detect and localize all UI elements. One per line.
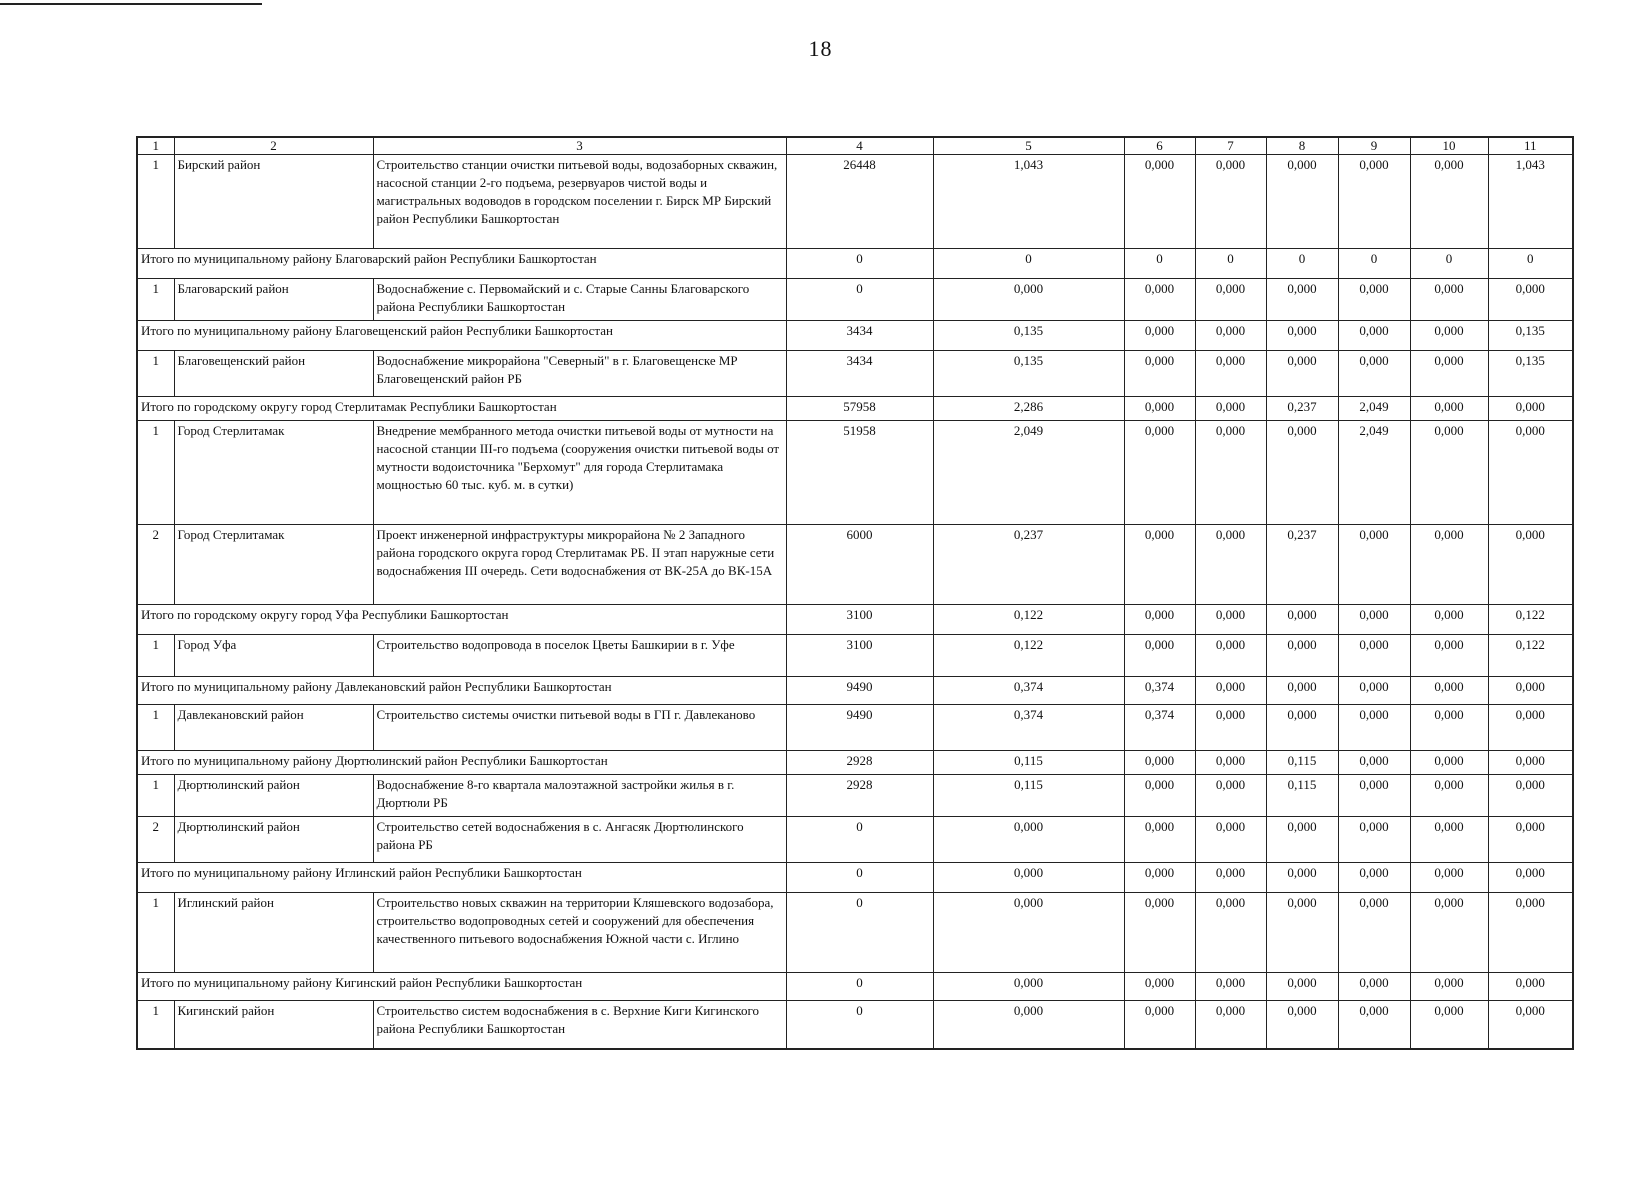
top-rule: [0, 3, 262, 5]
column-number: 10: [1410, 137, 1488, 155]
district-name: Кигинский район: [174, 1001, 373, 1049]
value-cell: 0,000: [1338, 775, 1410, 817]
value-cell: 0,000: [1410, 705, 1488, 751]
project-description: Водоснабжение с. Первомайский и с. Старые Санны Благоварского района Республики Башкортостан: [373, 279, 786, 321]
value-cell: 0: [786, 863, 933, 893]
value-cell: 0,000: [1124, 893, 1195, 973]
value-cell: 0,000: [1488, 863, 1573, 893]
value-cell: 0,000: [1195, 155, 1266, 249]
value-cell: 0,000: [933, 1001, 1124, 1049]
subtotal-label: Итого по городскому округу город Стерлитамак Республики Башкортостан: [137, 397, 786, 421]
value-cell: 0,000: [1488, 817, 1573, 863]
value-cell: 0,000: [1195, 677, 1266, 705]
value-cell: 0,000: [1195, 351, 1266, 397]
value-cell: 0,000: [1410, 863, 1488, 893]
row-number: 1: [137, 279, 174, 321]
value-cell: 0,000: [1410, 677, 1488, 705]
value-cell: 0: [1266, 249, 1338, 279]
value-cell: 0,000: [1410, 751, 1488, 775]
value-cell: 0,000: [1266, 279, 1338, 321]
value-cell: 0,000: [933, 817, 1124, 863]
value-cell: 0,374: [1124, 705, 1195, 751]
subtotal-label: Итого по муниципальному району Давлекановский район Республики Башкортостан: [137, 677, 786, 705]
subtotal-row: [137, 863, 1573, 893]
program-table: [136, 136, 1574, 1050]
district-name: Иглинский район: [174, 893, 373, 973]
value-cell: 6000: [786, 525, 933, 605]
value-cell: 0: [786, 249, 933, 279]
column-number: 7: [1195, 137, 1266, 155]
value-cell: 0,000: [1266, 705, 1338, 751]
table-row: [137, 1001, 1573, 1049]
row-number: 1: [137, 155, 174, 249]
value-cell: 0,000: [933, 893, 1124, 973]
value-cell: 0,000: [1338, 893, 1410, 973]
row-number: 1: [137, 775, 174, 817]
district-name: Город Уфа: [174, 635, 373, 677]
value-cell: 0,000: [1488, 397, 1573, 421]
value-cell: 0,000: [1410, 1001, 1488, 1049]
value-cell: 0,000: [1124, 155, 1195, 249]
value-cell: 0,000: [1338, 863, 1410, 893]
table-body: [137, 137, 1573, 1049]
value-cell: 0,000: [1410, 775, 1488, 817]
value-cell: 1,043: [1488, 155, 1573, 249]
value-cell: 0: [786, 279, 933, 321]
value-cell: 0,135: [1488, 321, 1573, 351]
value-cell: 2,286: [933, 397, 1124, 421]
subtotal-row: [137, 249, 1573, 279]
project-description: Строительство новых скважин на территории Кляшевского водозабора, строительство водопроводных сетей и сооружений для обеспечения качественного питьевого водоснабжения Южной части с. Иглино: [373, 893, 786, 973]
value-cell: 0,000: [933, 279, 1124, 321]
value-cell: 0,000: [1266, 863, 1338, 893]
value-cell: 0,000: [1124, 279, 1195, 321]
value-cell: 0,115: [933, 775, 1124, 817]
value-cell: 0,000: [1488, 677, 1573, 705]
value-cell: 3100: [786, 605, 933, 635]
value-cell: 0,000: [933, 973, 1124, 1001]
subtotal-label: Итого по городскому округу город Уфа Республики Башкортостан: [137, 605, 786, 635]
value-cell: 0,374: [1124, 677, 1195, 705]
value-cell: 0,000: [1410, 279, 1488, 321]
row-number: 1: [137, 421, 174, 525]
value-cell: 0,000: [1124, 525, 1195, 605]
value-cell: 0,000: [1124, 351, 1195, 397]
value-cell: 0,000: [1488, 279, 1573, 321]
value-cell: 0,000: [1195, 397, 1266, 421]
project-description: Строительство систем водоснабжения в с. Верхние Киги Кигинского района Республики Башкортостан: [373, 1001, 786, 1049]
value-cell: 0,237: [933, 525, 1124, 605]
value-cell: 2,049: [1338, 421, 1410, 525]
value-cell: 0,000: [1195, 751, 1266, 775]
value-cell: 0,000: [1338, 817, 1410, 863]
value-cell: 0,000: [1338, 973, 1410, 1001]
value-cell: 0,000: [1195, 635, 1266, 677]
column-number: 6: [1124, 137, 1195, 155]
table-row: [137, 351, 1573, 397]
row-number: 2: [137, 817, 174, 863]
value-cell: 0,000: [1488, 1001, 1573, 1049]
value-cell: 9490: [786, 705, 933, 751]
value-cell: 0,000: [1124, 397, 1195, 421]
value-cell: 0,237: [1266, 397, 1338, 421]
value-cell: 3434: [786, 351, 933, 397]
value-cell: 0,000: [1338, 351, 1410, 397]
column-number: 4: [786, 137, 933, 155]
value-cell: 0: [1124, 249, 1195, 279]
value-cell: 0: [1338, 249, 1410, 279]
project-description: Внедрение мембранного метода очистки питьевой воды от мутности на насосной станции III-го подъема (сооружения очистки питьевой воды от мутности водоисточника "Берхомут" для города Стерлитамака мощностью 60 тыс. куб. м. в сутки): [373, 421, 786, 525]
value-cell: 0,000: [1338, 635, 1410, 677]
row-number: 1: [137, 1001, 174, 1049]
project-description: Строительство системы очистки питьевой воды в ГП г. Давлеканово: [373, 705, 786, 751]
value-cell: 26448: [786, 155, 933, 249]
value-cell: 0,000: [1195, 973, 1266, 1001]
value-cell: 0,000: [933, 863, 1124, 893]
column-number: 2: [174, 137, 373, 155]
value-cell: 0,000: [1338, 1001, 1410, 1049]
value-cell: 0,000: [1195, 775, 1266, 817]
project-description: Проект инженерной инфраструктуры микрорайона № 2 Западного района городского округа город Стерлитамак РБ. II этап наружные сети водоснабжения III очередь. Сети водоснабжения от ВК-25А до ВК-15А: [373, 525, 786, 605]
value-cell: 0,000: [1124, 635, 1195, 677]
value-cell: 0,374: [933, 677, 1124, 705]
value-cell: 0,135: [1488, 351, 1573, 397]
value-cell: 0,122: [1488, 605, 1573, 635]
value-cell: 0,000: [1195, 817, 1266, 863]
value-cell: 0,000: [1266, 421, 1338, 525]
value-cell: 0,000: [1488, 705, 1573, 751]
value-cell: 0,000: [1488, 775, 1573, 817]
district-name: Город Стерлитамак: [174, 421, 373, 525]
value-cell: 0,000: [1124, 775, 1195, 817]
column-number: 9: [1338, 137, 1410, 155]
subtotal-label: Итого по муниципальному району Дюртюлинский район Республики Башкортостан: [137, 751, 786, 775]
value-cell: 0,000: [1410, 635, 1488, 677]
value-cell: 57958: [786, 397, 933, 421]
subtotal-row: [137, 973, 1573, 1001]
value-cell: 2928: [786, 751, 933, 775]
column-number: 3: [373, 137, 786, 155]
value-cell: 0,237: [1266, 525, 1338, 605]
value-cell: 0,000: [1488, 525, 1573, 605]
value-cell: 0: [1410, 249, 1488, 279]
table-row: [137, 279, 1573, 321]
value-cell: 0,000: [1488, 751, 1573, 775]
value-cell: 0,000: [1195, 863, 1266, 893]
value-cell: 0,000: [1488, 421, 1573, 525]
value-cell: 0,000: [1195, 421, 1266, 525]
value-cell: 0,000: [1410, 421, 1488, 525]
column-number: 11: [1488, 137, 1573, 155]
table-row: [137, 705, 1573, 751]
value-cell: 0,135: [933, 321, 1124, 351]
value-cell: 0,000: [1266, 321, 1338, 351]
subtotal-row: [137, 605, 1573, 635]
value-cell: 0,000: [1410, 605, 1488, 635]
value-cell: 0: [786, 973, 933, 1001]
value-cell: 0,000: [1124, 421, 1195, 525]
project-description: Строительство сетей водоснабжения в с. Ангасяк Дюртюлинского района РБ: [373, 817, 786, 863]
district-name: Дюртюлинский район: [174, 817, 373, 863]
table-row: [137, 775, 1573, 817]
value-cell: 0,000: [1266, 677, 1338, 705]
value-cell: 0,000: [1124, 973, 1195, 1001]
table-row: [137, 893, 1573, 973]
value-cell: 0,000: [1124, 817, 1195, 863]
value-cell: 0,122: [933, 605, 1124, 635]
table-row: [137, 421, 1573, 525]
value-cell: 51958: [786, 421, 933, 525]
subtotal-label: Итого по муниципальному району Иглинский район Республики Башкортостан: [137, 863, 786, 893]
district-name: Дюртюлинский район: [174, 775, 373, 817]
value-cell: 0,000: [1488, 973, 1573, 1001]
value-cell: 0,000: [1338, 751, 1410, 775]
subtotal-row: [137, 751, 1573, 775]
subtotal-row: [137, 321, 1573, 351]
table-row: [137, 525, 1573, 605]
row-number: 1: [137, 635, 174, 677]
value-cell: 0: [786, 817, 933, 863]
value-cell: 0: [786, 893, 933, 973]
value-cell: 0,000: [1338, 705, 1410, 751]
value-cell: 0,000: [1195, 705, 1266, 751]
value-cell: 0,000: [1410, 973, 1488, 1001]
value-cell: 0,000: [1266, 893, 1338, 973]
value-cell: 0,135: [933, 351, 1124, 397]
value-cell: 0,115: [1266, 775, 1338, 817]
subtotal-label: Итого по муниципальному району Кигинский район Республики Башкортостан: [137, 973, 786, 1001]
row-number: 1: [137, 705, 174, 751]
value-cell: 0,000: [1410, 893, 1488, 973]
value-cell: 0,000: [1266, 635, 1338, 677]
subtotal-label: Итого по муниципальному району Благовещенский район Республики Башкортостан: [137, 321, 786, 351]
column-number: 8: [1266, 137, 1338, 155]
value-cell: 3100: [786, 635, 933, 677]
value-cell: 2,049: [933, 421, 1124, 525]
row-number: 1: [137, 351, 174, 397]
value-cell: 0,000: [1266, 817, 1338, 863]
project-description: Строительство станции очистки питьевой воды, водозаборных скважин, насосной станции 2-го подъема, резервуаров чистой воды и магистральных водоводов в городском поселении г. Бирск МР Бирский район Республики Башкортостан: [373, 155, 786, 249]
district-name: Благоварский район: [174, 279, 373, 321]
project-description: Строительство водопровода в поселок Цветы Башкирии в г. Уфе: [373, 635, 786, 677]
value-cell: 0,000: [1266, 351, 1338, 397]
value-cell: 0,000: [1338, 605, 1410, 635]
value-cell: 0,122: [933, 635, 1124, 677]
subtotal-row: [137, 397, 1573, 421]
value-cell: 0,000: [1124, 863, 1195, 893]
value-cell: 0,000: [1124, 751, 1195, 775]
value-cell: 0,115: [1266, 751, 1338, 775]
district-name: Бирский район: [174, 155, 373, 249]
row-number: 1: [137, 893, 174, 973]
value-cell: 0: [1488, 249, 1573, 279]
project-description: Водоснабжение микрорайона "Северный" в г. Благовещенске МР Благовещенский район РБ: [373, 351, 786, 397]
page-number: 18: [808, 36, 833, 61]
district-name: Давлекановский район: [174, 705, 373, 751]
subtotal-label: Итого по муниципальному району Благоварский район Республики Башкортостан: [137, 249, 786, 279]
value-cell: 0,000: [1266, 155, 1338, 249]
value-cell: 9490: [786, 677, 933, 705]
value-cell: 0,000: [1124, 1001, 1195, 1049]
value-cell: 0,000: [1410, 351, 1488, 397]
value-cell: 0,000: [1124, 605, 1195, 635]
value-cell: 0,000: [1195, 1001, 1266, 1049]
value-cell: 0,122: [1488, 635, 1573, 677]
value-cell: 0,000: [1195, 321, 1266, 351]
value-cell: 3434: [786, 321, 933, 351]
value-cell: 0,000: [1410, 155, 1488, 249]
row-number: 2: [137, 525, 174, 605]
value-cell: 0,000: [1338, 321, 1410, 351]
value-cell: 0,000: [1410, 321, 1488, 351]
value-cell: 0,000: [1195, 893, 1266, 973]
district-name: Благовещенский район: [174, 351, 373, 397]
value-cell: 0,374: [933, 705, 1124, 751]
value-cell: 2928: [786, 775, 933, 817]
value-cell: 0,000: [1338, 525, 1410, 605]
value-cell: 0,000: [1338, 155, 1410, 249]
value-cell: 0,000: [1195, 525, 1266, 605]
value-cell: 0,000: [1488, 893, 1573, 973]
column-number: 1: [137, 137, 174, 155]
value-cell: 2,049: [1338, 397, 1410, 421]
value-cell: 0,000: [1410, 817, 1488, 863]
value-cell: 0,115: [933, 751, 1124, 775]
value-cell: 0,000: [1410, 397, 1488, 421]
value-cell: 0,000: [1195, 605, 1266, 635]
project-description: Водоснабжение 8-го квартала малоэтажной застройки жилья в г. Дюртюли РБ: [373, 775, 786, 817]
table-row: [137, 155, 1573, 249]
value-cell: 1,043: [933, 155, 1124, 249]
value-cell: 0,000: [1266, 605, 1338, 635]
column-number: 5: [933, 137, 1124, 155]
value-cell: 0: [786, 1001, 933, 1049]
value-cell: 0: [933, 249, 1124, 279]
value-cell: 0,000: [1124, 321, 1195, 351]
value-cell: 0,000: [1266, 973, 1338, 1001]
value-cell: 0,000: [1338, 279, 1410, 321]
value-cell: 0,000: [1410, 525, 1488, 605]
table-row: [137, 817, 1573, 863]
column-number-row: [137, 137, 1573, 155]
value-cell: 0: [1195, 249, 1266, 279]
district-name: Город Стерлитамак: [174, 525, 373, 605]
table-row: [137, 635, 1573, 677]
subtotal-row: [137, 677, 1573, 705]
value-cell: 0,000: [1266, 1001, 1338, 1049]
value-cell: 0,000: [1338, 677, 1410, 705]
value-cell: 0,000: [1195, 279, 1266, 321]
